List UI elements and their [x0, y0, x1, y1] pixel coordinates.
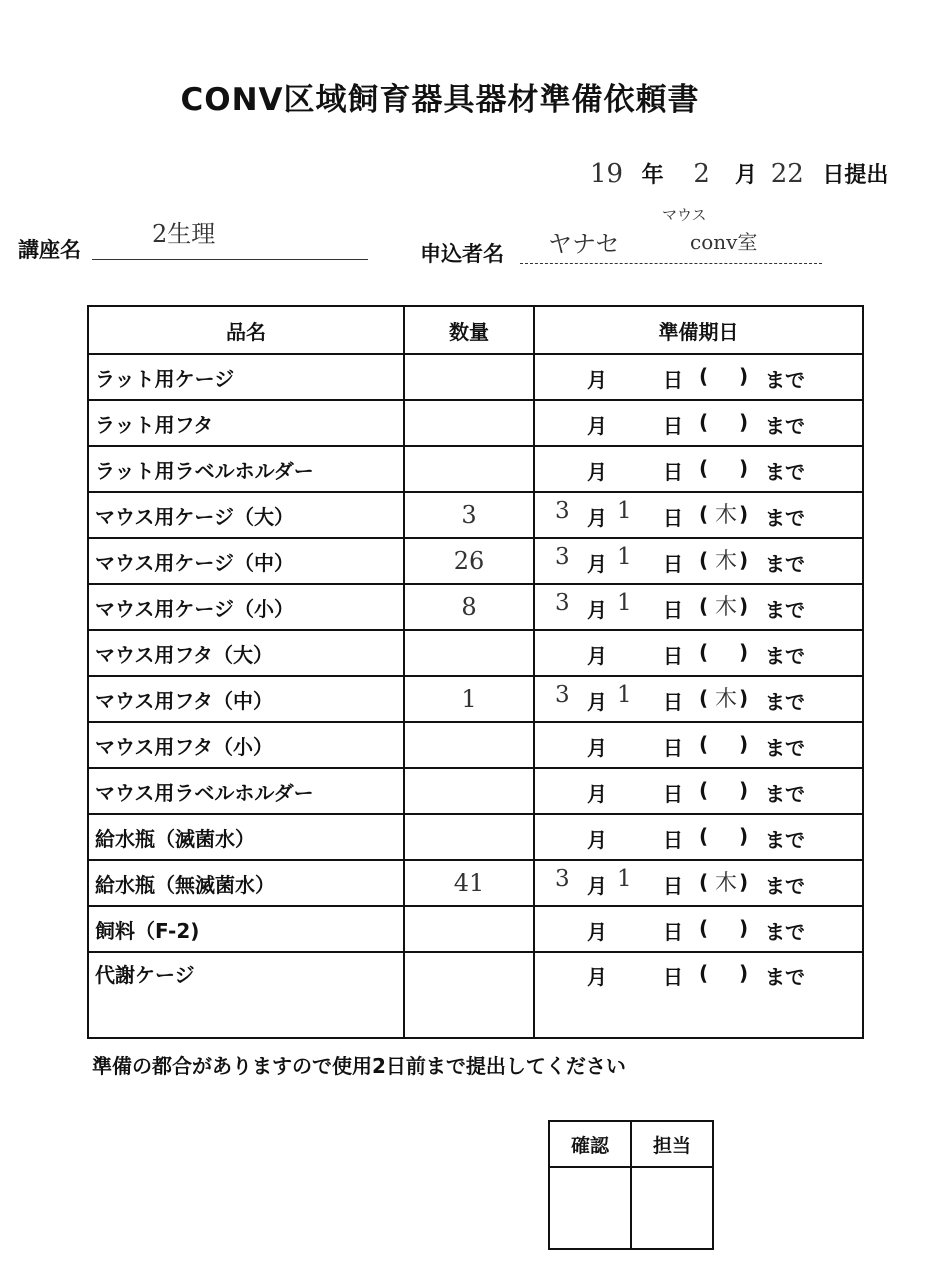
day-label: 日	[663, 736, 683, 760]
month-label: 月	[587, 736, 607, 760]
paren-close: )	[739, 548, 749, 572]
prep-date-field[interactable]	[534, 814, 863, 860]
day-value: 1	[617, 544, 632, 570]
prep-date-field[interactable]	[534, 492, 863, 538]
course-value: 2生理	[152, 220, 216, 248]
item-name: 給水瓶（無滅菌水）	[88, 860, 404, 906]
item-name: マウス用ラベルホルダー	[88, 768, 404, 814]
prep-date-field[interactable]	[534, 538, 863, 584]
quantity-field[interactable]	[404, 354, 534, 400]
prep-date-field[interactable]	[534, 860, 863, 906]
item-name: マウス用フタ（中）	[88, 676, 404, 722]
quantity-field[interactable]	[404, 630, 534, 676]
paren-close: )	[739, 778, 749, 802]
paren-close: )	[739, 916, 749, 940]
paren-close: )	[739, 502, 749, 526]
month-label: 月	[587, 598, 607, 622]
quantity-field[interactable]	[404, 446, 534, 492]
item-name: マウス用ケージ（小）	[88, 584, 404, 630]
paren-open: (	[699, 410, 709, 434]
until-label: まで	[765, 598, 805, 622]
quantity-field[interactable]	[404, 814, 534, 860]
request-table	[87, 305, 864, 1039]
month-label: 月	[735, 163, 758, 188]
quantity-field[interactable]	[404, 952, 534, 1038]
paren-open: (	[699, 594, 709, 618]
month-label: 月	[587, 644, 607, 668]
item-name: ラット用フタ	[88, 400, 404, 446]
prep-date-field[interactable]	[534, 630, 863, 676]
month-label: 月	[587, 414, 607, 438]
day-label: 日	[663, 460, 683, 484]
table-row	[88, 676, 863, 722]
paren-close: )	[739, 824, 749, 848]
paren-open: (	[699, 870, 709, 894]
prep-date-field[interactable]	[534, 676, 863, 722]
item-name: マウス用フタ（大）	[88, 630, 404, 676]
footer-note: 準備の都合がありますので使用2日前まで提出してください	[92, 1054, 626, 1078]
paren-open: (	[699, 916, 709, 940]
day-label: 日	[663, 874, 683, 898]
month-label: 月	[587, 828, 607, 852]
until-label: まで	[765, 368, 805, 392]
quantity-field[interactable]: 26	[404, 538, 534, 584]
item-name: マウス用ケージ（大）	[88, 492, 404, 538]
paren-open: (	[699, 364, 709, 388]
month-value: 3	[555, 544, 570, 570]
item-name: 飼料（F-2)	[88, 906, 404, 952]
prep-date-field[interactable]	[534, 354, 863, 400]
table-row	[88, 538, 863, 584]
table-row	[88, 860, 863, 906]
day-value: 22	[770, 159, 804, 189]
item-name: ラット用ラベルホルダー	[88, 446, 404, 492]
until-label: まで	[765, 506, 805, 530]
month-value: 3	[555, 866, 570, 892]
prep-date-field[interactable]	[534, 952, 863, 1038]
day-label: 日	[663, 598, 683, 622]
applicant-value: ヤナセ	[548, 230, 620, 258]
stamp-confirm-box[interactable]	[549, 1167, 631, 1249]
month-label: 月	[587, 690, 607, 714]
day-label: 日提出	[822, 163, 889, 188]
until-label: まで	[765, 874, 805, 898]
header-item: 品名	[88, 306, 404, 354]
paren-open: (	[699, 686, 709, 710]
month-label: 月	[587, 460, 607, 484]
day-label: 日	[663, 920, 683, 944]
stamp-charge-label: 担当	[631, 1121, 713, 1167]
month-label: 月	[587, 552, 607, 576]
quantity-field[interactable]	[404, 906, 534, 952]
item-name: 代謝ケージ	[88, 952, 404, 1038]
table-row	[88, 952, 863, 1038]
paren-close: )	[739, 640, 749, 664]
paren-close: )	[739, 732, 749, 756]
prep-date-field[interactable]	[534, 584, 863, 630]
day-label: 日	[663, 644, 683, 668]
paren-close: )	[739, 870, 749, 894]
prep-date-field[interactable]	[534, 400, 863, 446]
quantity-field[interactable]: 41	[404, 860, 534, 906]
table-row	[88, 492, 863, 538]
submission-date	[590, 158, 888, 189]
month-label: 月	[587, 782, 607, 806]
paren-close: )	[739, 410, 749, 434]
item-name: マウス用フタ（小）	[88, 722, 404, 768]
table-row	[88, 400, 863, 446]
day-value: 1	[617, 866, 632, 892]
paren-open: (	[699, 961, 709, 985]
table-row	[88, 906, 863, 952]
item-name: マウス用ケージ（中）	[88, 538, 404, 584]
applicant-note-bottom: conv室	[690, 230, 758, 254]
until-label: まで	[765, 460, 805, 484]
month-value: 3	[555, 498, 570, 524]
paren-open: (	[699, 456, 709, 480]
until-label: まで	[765, 644, 805, 668]
page-title: CONV区域飼育器具器材準備依頼書	[180, 82, 700, 118]
table-row	[88, 584, 863, 630]
paren-close: )	[739, 961, 749, 985]
day-label: 日	[663, 414, 683, 438]
year-value: 19	[590, 159, 624, 189]
table-row	[88, 630, 863, 676]
paren-close: )	[739, 686, 749, 710]
month-label: 月	[587, 874, 607, 898]
weekday-value: 木	[715, 503, 738, 528]
quantity-field[interactable]	[404, 768, 534, 814]
day-label: 日	[663, 965, 683, 989]
table-header-row	[88, 306, 863, 354]
until-label: まで	[765, 736, 805, 760]
item-name: 給水瓶（滅菌水）	[88, 814, 404, 860]
paren-open: (	[699, 824, 709, 848]
course-underline	[92, 259, 368, 260]
month-label: 月	[587, 368, 607, 392]
day-label: 日	[663, 506, 683, 530]
day-label: 日	[663, 828, 683, 852]
day-label: 日	[663, 690, 683, 714]
day-value: 1	[617, 498, 632, 524]
until-label: まで	[765, 414, 805, 438]
applicant-label: 申込者名	[420, 242, 504, 266]
table-row	[88, 814, 863, 860]
until-label: まで	[765, 965, 805, 989]
prep-date-field[interactable]	[534, 906, 863, 952]
month-value: 3	[555, 590, 570, 616]
item-name: ラット用ケージ	[88, 354, 404, 400]
quantity-field[interactable]	[404, 400, 534, 446]
header-date: 準備期日	[534, 306, 863, 354]
prep-date-field[interactable]	[534, 768, 863, 814]
until-label: まで	[765, 828, 805, 852]
until-label: まで	[765, 690, 805, 714]
course-label: 講座名	[18, 238, 81, 262]
weekday-value: 木	[715, 687, 738, 712]
month-label: 月	[587, 965, 607, 989]
paren-close: )	[739, 456, 749, 480]
table-row	[88, 768, 863, 814]
weekday-value: 木	[715, 871, 738, 896]
quantity-field[interactable]: 8	[404, 584, 534, 630]
day-value: 1	[617, 682, 632, 708]
month-value: 2	[693, 159, 710, 189]
paren-open: (	[699, 640, 709, 664]
paren-open: (	[699, 778, 709, 802]
prep-date-field[interactable]	[534, 446, 863, 492]
weekday-value: 木	[715, 549, 738, 574]
stamp-charge-box[interactable]	[631, 1167, 713, 1249]
table-row	[88, 354, 863, 400]
table-row	[88, 722, 863, 768]
table-row	[88, 446, 863, 492]
quantity-field[interactable]: 3	[404, 492, 534, 538]
month-label: 月	[587, 920, 607, 944]
prep-date-field[interactable]	[534, 722, 863, 768]
until-label: まで	[765, 782, 805, 806]
year-label: 年	[641, 163, 664, 188]
header-qty: 数量	[404, 306, 534, 354]
paren-open: (	[699, 502, 709, 526]
paren-close: )	[739, 594, 749, 618]
day-label: 日	[663, 782, 683, 806]
applicant-note-top: マウス	[662, 206, 707, 224]
paren-open: (	[699, 548, 709, 572]
until-label: まで	[765, 552, 805, 576]
paren-open: (	[699, 732, 709, 756]
stamp-confirm-label: 確認	[549, 1121, 631, 1167]
day-label: 日	[663, 552, 683, 576]
quantity-field[interactable]: 1	[404, 676, 534, 722]
paren-close: )	[739, 364, 749, 388]
month-label: 月	[587, 506, 607, 530]
applicant-underline	[520, 263, 822, 264]
weekday-value: 木	[715, 595, 738, 620]
month-value: 3	[555, 682, 570, 708]
day-label: 日	[663, 368, 683, 392]
stamp-box	[548, 1120, 714, 1250]
quantity-field[interactable]	[404, 722, 534, 768]
until-label: まで	[765, 920, 805, 944]
day-value: 1	[617, 590, 632, 616]
